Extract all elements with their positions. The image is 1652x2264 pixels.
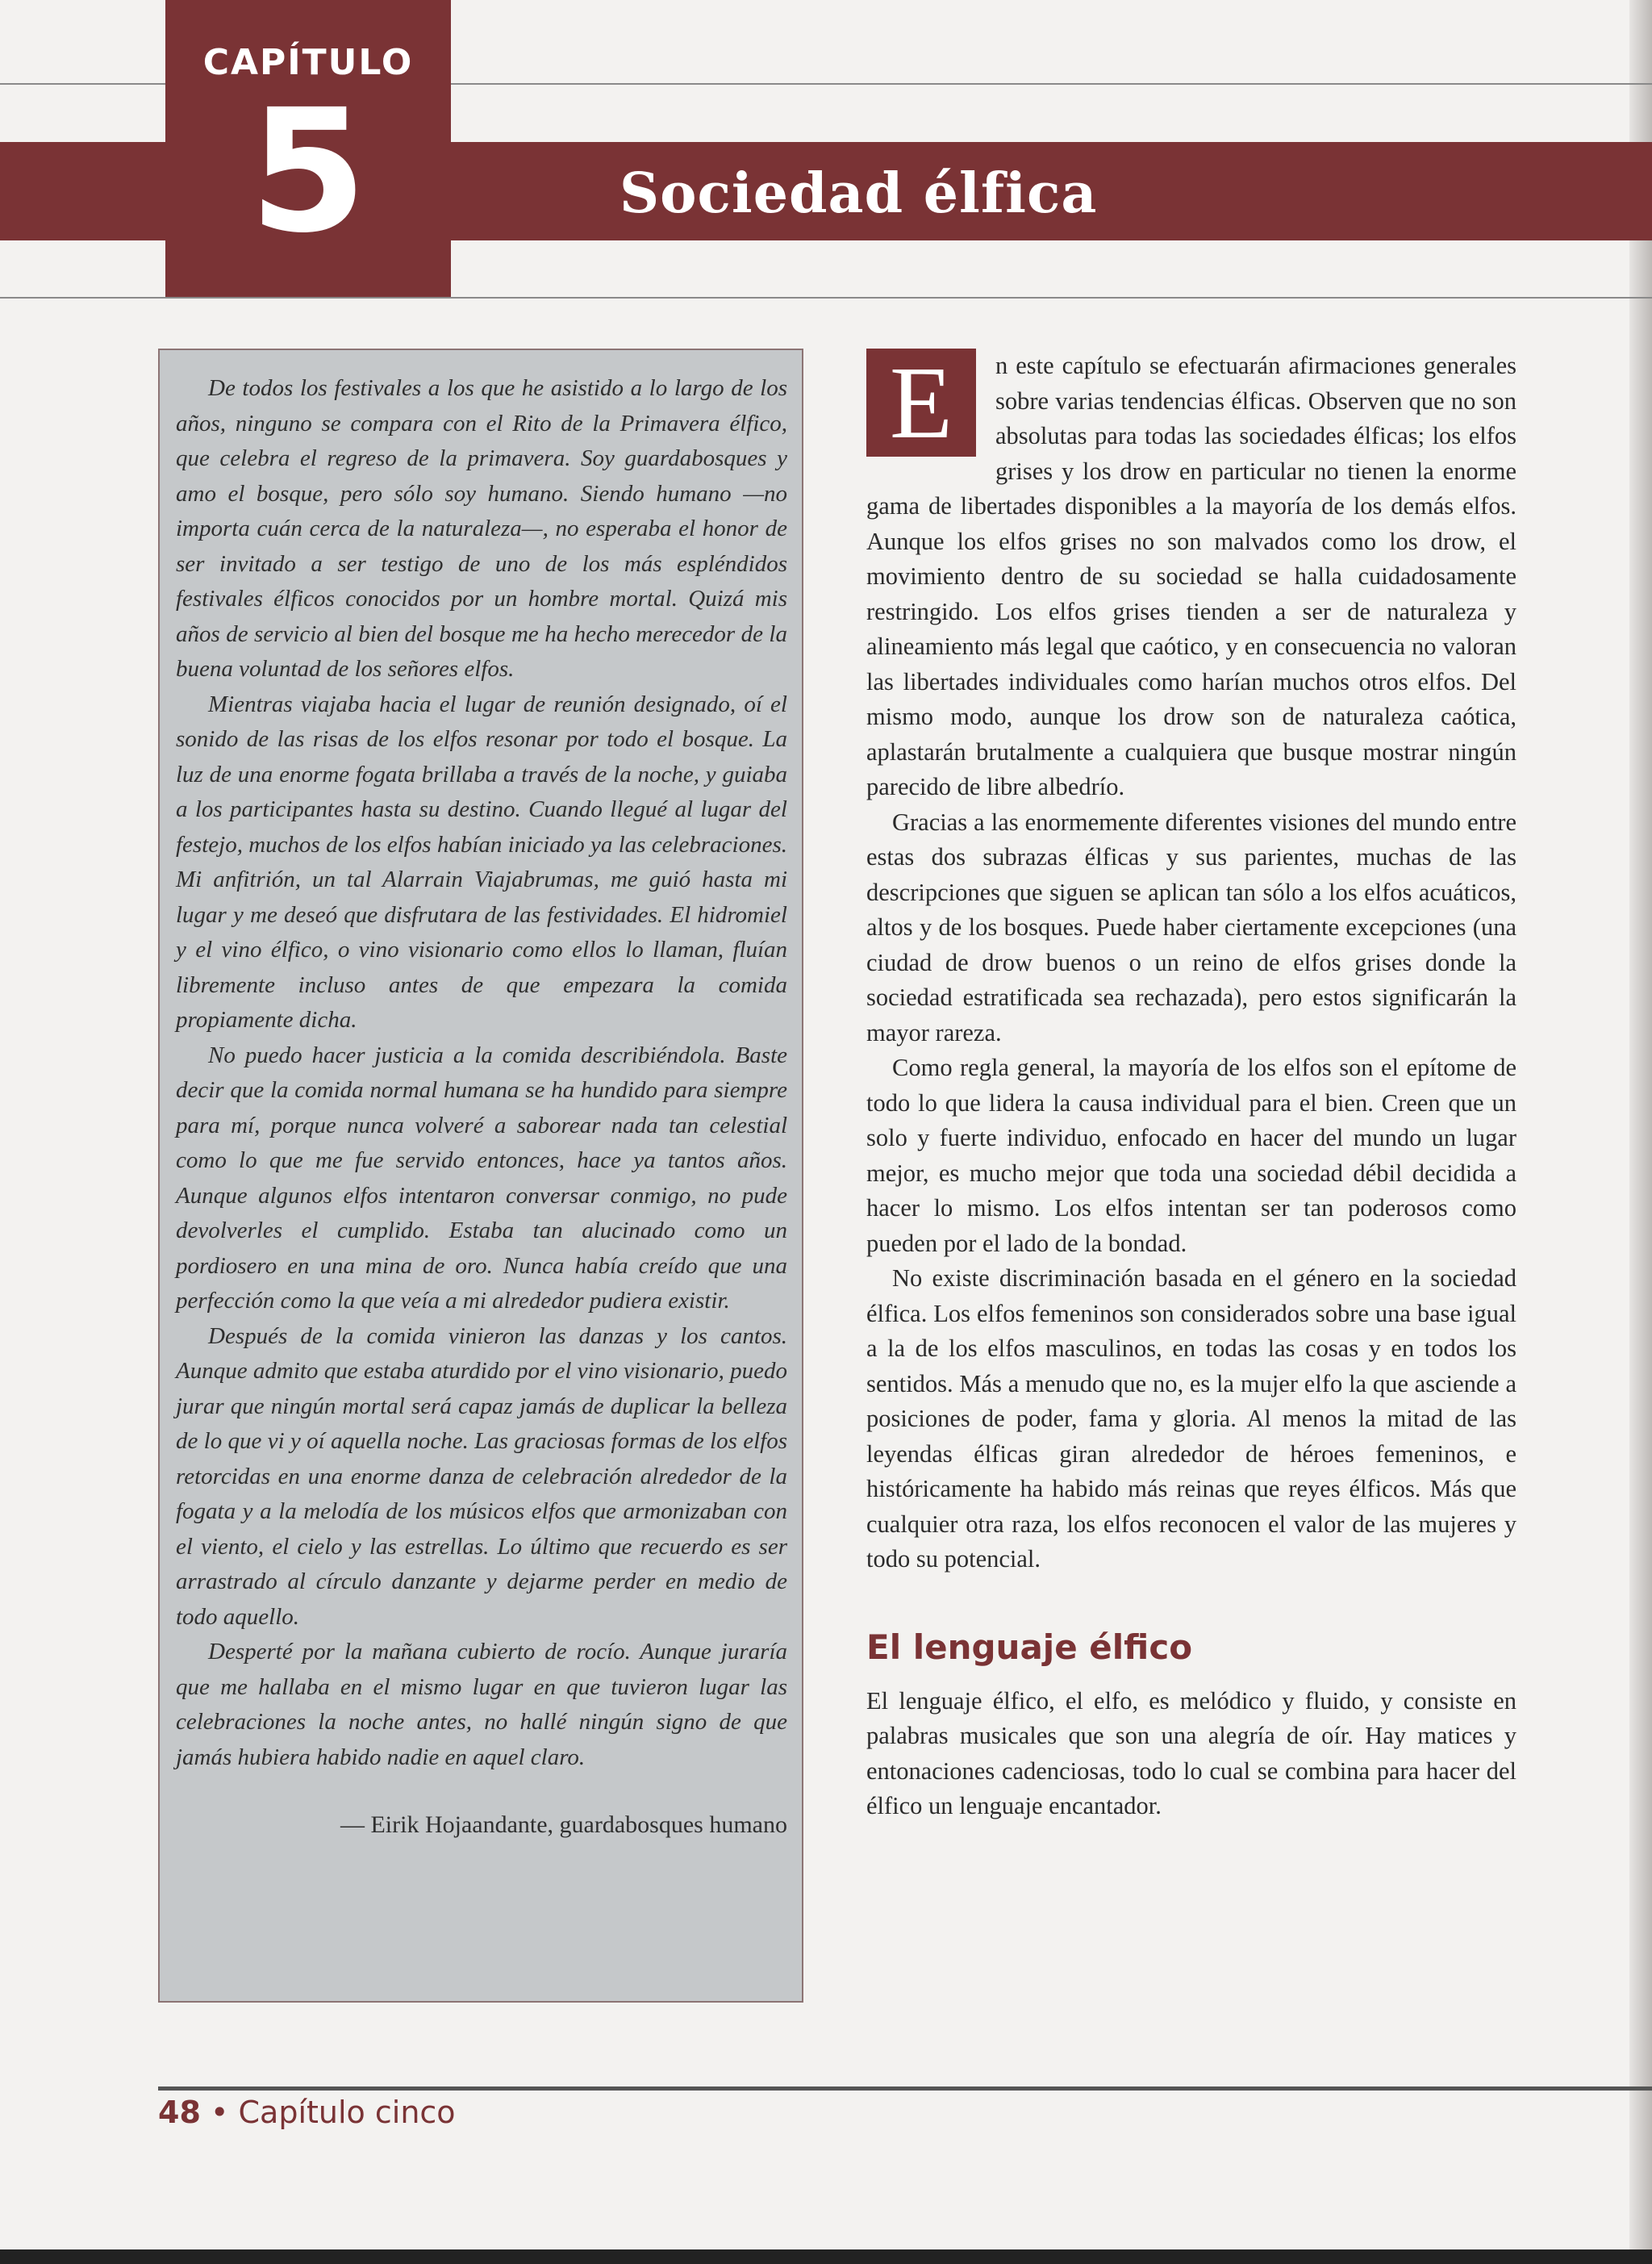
- sidebar-paragraph: Desperté por la mañana cubierto de rocío. Aunque juraría que me hallaba en el mismo lugar en que tuvieron lugar las celebraciones la noche antes, no hallé ningún signo de que jamás hubiera habido nadie en aquel claro.: [176, 1639, 787, 1770]
- sidebar-paragraph: Mientras viajaba hacia el lugar de reunión designado, oí el sonido de las risas de los elfos resonar por todo el bosque. La luz de una enorme fogata brillaba a través de la noche, y guiaba a los participantes hasta su destino. Cuando llegué al lugar del festejo, muchos de los elfos habían iniciado ya las celebraciones. Mi anfitrión, un tal Alarrain Viajabrumas, me guió hasta mi lugar y me deseó que disfrutara de las festividades. El hidromiel y el vino élfico, o vino visionario como ellos lo llaman, fluían libremente incluso antes de que empezara la comida propiamente dicha.: [176, 691, 787, 1033]
- body-paragraph: Gracias a las enormemente diferentes visiones del mundo entre estas dos subrazas élficas y sus parientes, muchas de las descripciones que siguen se aplican tan sólo a los elfos acuáticos, altos y de los bosques. Puede haber ciertamente excepciones (una ciudad de drow buenos o un reino de elfos grises donde la sociedad estratificada sea rechazada), pero estos significarán la mayor rareza.: [866, 808, 1516, 1046]
- chapter-word: CAPÍTULO: [202, 42, 414, 83]
- first-paragraph-text: n este capítulo se efectuarán afirmaciones generales sobre varias tendencias élficas. Observen que no son absolutas para todas las sociedades élficas; los elfos grises y los drow en particular no tienen la enorme gama de libertades disponibles a la mayoría de los demás elfos. Aunque los elfos grises no son malvados como los drow, el movimiento dentro de su sociedad se halla cuidadosamente restringido. Los elfos grises tienden a ser de naturaleza y alineamiento más legal que caótico, y en consecuencia no valoran las libertades individuales como harían muchos otros elfos. Del mismo modo, aunque los drow son de naturaleza caótica, aplastarán brutalmente a cualquiera que busque mostrar ningún parecido de libre albedrío.: [866, 352, 1516, 800]
- section-paragraph: El lenguaje élfico, el elfo, es melódico y fluido, y consiste en palabras musicales que son una alegría de oír. Hay matices y entonaciones cadenciosas, todo lo cual se combina para hacer del élfico un lenguaje encantador.: [866, 1686, 1516, 1819]
- sidebar-attribution: — Eirik Hojaandante, guardabosques humano: [340, 1811, 787, 1838]
- header-bottom-rule: [0, 297, 1652, 299]
- sidebar-paragraph: Después de la comida vinieron las danzas y los cantos. Aunque admito que estaba aturdido por el vino visionario, puedo jurar que ningún mortal será capaz jamás de duplicar la belleza de lo que vi y oí aquella noche. Las graciosas formas de los elfos retorcidas en una enorme danza de celebración alrededor de la fogata y a la melodía de los músicos elfos que armonizaban con el viento, el cielo y las estrellas. Lo último que recuerdo es ser arrastrado al círculo danzante y dejarme perder en medio de todo aquello.: [176, 1322, 787, 1630]
- page-footer: [158, 2095, 456, 2130]
- scan-bottom-edge: [0, 2249, 1652, 2264]
- page-edge-shadow: [1629, 0, 1652, 2264]
- section-heading: El lenguaje élfico: [866, 1627, 1193, 1667]
- footer-chapter-label: Capítulo cinco: [238, 2095, 456, 2130]
- main-column: [866, 345, 1516, 1824]
- first-paragraph: [866, 345, 1516, 805]
- drop-cap: E: [866, 349, 976, 457]
- body-paragraph: No existe discriminación basada en el género en la sociedad élfica. Los elfos femeninos son considerados sobre una base igual a la de los elfos masculinos, en todas las cosas y en todos los sentidos. Más a menudo que no, es la mujer elfo la que asciende a posiciones de poder, fama y gloria. Al menos la mitad de las leyendas élficas giran alrededor de héroes femeninos, e históricamente ha habido más reinas que reyes élficos. Más que cualquier otra raza, los elfos reconocen el valor de las mujeres y todo su potencial.: [866, 1264, 1516, 1573]
- footer-rule: [158, 2086, 1652, 2091]
- footer-bullet: •: [210, 2095, 229, 2130]
- chapter-number: 5: [248, 73, 368, 270]
- quote-sidebar: [158, 349, 803, 2003]
- chapter-title: Sociedad élfica: [620, 161, 1098, 226]
- body-paragraph: Como regla general, la mayoría de los elfos son el epítome de todo lo que lidera la causa individual para el bien. Creen que un solo y fuerte individuo, enfocado en hacer del mundo un lugar mejor, es mucho mejor que toda una sociedad débil decidida a hacer lo mismo. Los elfos intentan ser tan poderosos como pueden por el lado de la bondad.: [866, 1054, 1516, 1257]
- page-number: 48: [158, 2095, 201, 2130]
- chapter-tab: [165, 0, 451, 297]
- sidebar-paragraph: No puedo hacer justicia a la comida describiéndola. Baste decir que la comida normal humana se ha hundido para siempre para mí, porque nunca volveré a saborear nada tan celestial como lo que me fue servido entonces, hace ya tantos años. Aunque algunos elfos intentaron conversar conmigo, no pude devolverles el cumplido. Estaba tan alucinado como un pordiosero en una mina de oro. Nunca había creído que una perfección como la que veía a mi alrededor pudiera existir.: [176, 1042, 787, 1314]
- sidebar-paragraph: De todos los festivales a los que he asistido a lo largo de los años, ninguno se compara con el Rito de la Primavera élfico, que celebra el regreso de la primavera. Soy guardabosques y amo el bosque, pero sólo soy humano. Siendo humano —no importa cuán cerca de la naturaleza—, no esperaba el honor de ser invitado a ser testigo de uno de los más espléndidos festivales élficos conocidos por un hombre mortal. Quizá mis años de servicio al bien del bosque me ha hecho merecedor de la buena voluntad de los señores elfos.: [176, 375, 787, 682]
